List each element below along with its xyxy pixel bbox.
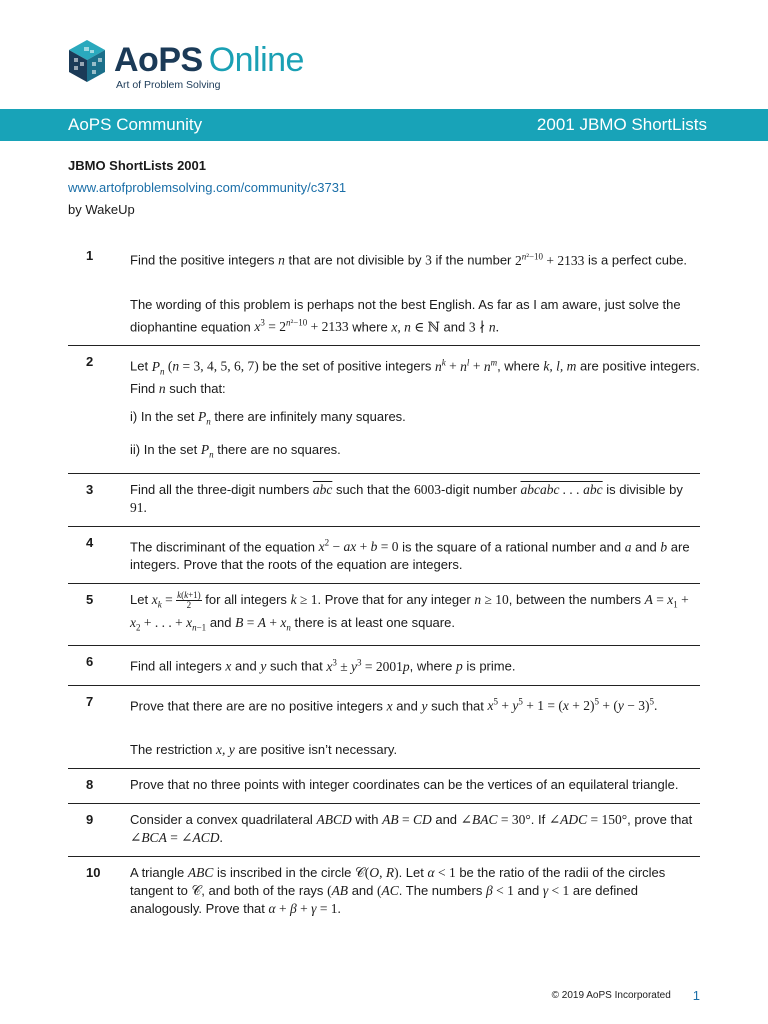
community-link[interactable]: www.artofproblemsolving.com/community/c3731 [68, 180, 347, 195]
problem-text: Consider a convex quadrilateral ABCD with AB = CD and ∠BAC = 30°. If ∠ADC = 150°, prove that ∠BCA = ∠ACD. [130, 812, 693, 846]
cube-logo-icon [66, 38, 108, 84]
document-title: JBMO ShortLists 2001 [68, 158, 206, 173]
aops-logo [66, 38, 366, 94]
problem-item [68, 583, 700, 645]
problem-text: A triangle ABC is inscribed in the circle 𝒞(O, R). Let α < 1 be the ratio of the radii of the circles tangent to 𝒞, and both of the rays (AB and (AC. The numbers β < 1 and γ < 1 are defined analogously. Prove that α + β + γ = 1. [130, 865, 666, 917]
problem-text: Prove that there are are no positive integers x and y such that $x^5 + y^5 + 1 = (x + 2)^5 + (y - 3)^5$. The restriction x, y are positive isn’t necessary. [130, 696, 658, 758]
problem-number: 8 [86, 777, 94, 793]
problem-item [68, 856, 700, 927]
problem-text: Let $x_k$ = $\frac{k(k+1)}{2}$ for all integers k ≥ 1. Prove that for any integer n ≥ 10, between the numbers $A = x_1 + x_2$ + . . . + $x_{n-1}$ and $B = A + x_n$ there is at least one square. [130, 590, 689, 633]
problem-item [68, 526, 700, 584]
problem-number: 9 [86, 812, 94, 828]
banner-contest-title: 2001 JBMO ShortLists [536, 115, 707, 134]
problem-text: The discriminant of the equation $x^2$ − ax + b = 0 is the square of a rational number and a and b are integers. Prove that the roots of the equation are integers. [130, 537, 690, 573]
problem-number: 2 [86, 354, 94, 369]
problem-number: 3 [86, 481, 94, 497]
document-meta [68, 155, 346, 221]
logo-tagline: Art of Problem Solving [116, 79, 221, 91]
author-line: by WakeUp [68, 202, 135, 217]
problem-text: Find the positive integers n that are not divisible by 3 if the number $2^{n^2-10} + 2133$ is a perfect cube. The wording of this problem is perhaps not the best English. As far as I am aware, just solve the diophantine equation $x^3 = 2^{n^2-10} + 2133$ where x, n ∈ ℕ and 3 ∤ n. [130, 251, 688, 334]
problem-item [68, 645, 700, 685]
problem-number: 7 [86, 693, 94, 709]
problem-item [68, 473, 700, 526]
problem-text: Find all the three-digit numbers $\overline{abc}$ such that the 6003-digit number abcabc . . . abc is divisible by 91. [130, 481, 683, 515]
problem-number: 4 [86, 534, 94, 550]
problem-item [68, 247, 700, 345]
page-number: 1 [692, 988, 700, 1003]
problem-number: 10 [86, 865, 101, 881]
problem-item [68, 768, 700, 803]
problem-item [68, 685, 700, 769]
page-footer [552, 988, 700, 1003]
problem-number: 1 [86, 248, 94, 263]
problem-text: Let $P_n$ (n = 3, 4, 5, 6, 7) be the set of positive integers $n^k + n^l + n^m$, where k, l, m are positive integers. Find n such that: i) In the set $P_n$ there are infinitely many squares. ii) In the set $P_n$ there are no squares. [130, 357, 700, 460]
problem-number: 5 [86, 592, 94, 608]
problem-list [68, 247, 700, 927]
problem-text: Find all integers x and y such that $x^3 \pm y^3 = 2001p$, where p is prime. [130, 657, 516, 674]
logo-wordmark: AoPS Online [114, 41, 304, 79]
problem-item [68, 803, 700, 856]
problem-number: 6 [86, 654, 94, 670]
problem-text: Prove that no three points with integer coordinates can be the vertices of an equilateral triangle. [130, 777, 679, 793]
header-banner [0, 109, 768, 141]
banner-community-label: AoPS Community [68, 115, 203, 134]
copyright-notice: © 2019 AoPS Incorporated [551, 990, 671, 1001]
problem-item [68, 345, 700, 473]
